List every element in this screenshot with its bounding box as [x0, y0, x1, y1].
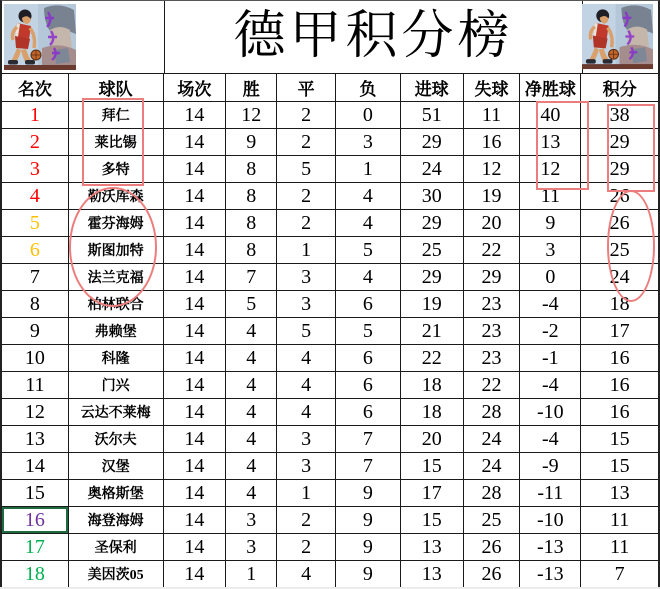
cell-goals-against[interactable]: 22	[464, 237, 521, 264]
cell-rank[interactable]: 6	[2, 237, 69, 264]
cell-won[interactable]: 3	[226, 534, 277, 561]
cell-rank[interactable]: 12	[2, 399, 69, 426]
table-row	[2, 102, 658, 129]
cell-won[interactable]: 4	[226, 318, 277, 345]
cell-won[interactable]: 1	[226, 561, 277, 588]
cell-points[interactable]: 38	[581, 102, 658, 129]
cell-lost[interactable]: 5	[336, 237, 401, 264]
cell-goals-against[interactable]: 24	[464, 453, 521, 480]
cell-won[interactable]: 4	[226, 399, 277, 426]
cell-goal-diff[interactable]: 13	[520, 129, 581, 156]
cell-points[interactable]: 26	[581, 183, 658, 210]
cell-team[interactable]: 美因茨05	[69, 561, 164, 588]
cell-goals-against[interactable]: 12	[464, 156, 521, 183]
cell-drawn[interactable]: 3	[277, 264, 336, 291]
cell-drawn[interactable]: 2	[277, 210, 336, 237]
cell-points[interactable]: 11	[581, 507, 658, 534]
cell-goals-against[interactable]: 28	[464, 480, 521, 507]
col-header-rank[interactable]: 名次	[2, 74, 69, 102]
cell-lost[interactable]: 6	[336, 399, 401, 426]
cell-played[interactable]: 14	[164, 399, 227, 426]
cell-rank[interactable]: 9	[2, 318, 69, 345]
cell-goal-diff[interactable]: -2	[520, 318, 581, 345]
cell-lost[interactable]: 9	[336, 561, 401, 588]
cell-goals-against[interactable]: 23	[464, 291, 521, 318]
cell-goals-against[interactable]: 24	[464, 426, 521, 453]
cell-points[interactable]: 18	[581, 291, 658, 318]
cell-points[interactable]: 25	[581, 237, 658, 264]
cell-drawn[interactable]: 2	[277, 102, 336, 129]
cell-lost[interactable]: 9	[336, 507, 401, 534]
cell-rank[interactable]: 18	[2, 561, 69, 588]
table-row	[2, 534, 658, 561]
cell-goal-diff[interactable]: -10	[520, 399, 581, 426]
cell-drawn[interactable]: 4	[277, 399, 336, 426]
cell-rank[interactable]: 8	[2, 291, 69, 318]
cell-rank[interactable]: 4	[2, 183, 69, 210]
cell-rank[interactable]: 7	[2, 264, 69, 291]
cell-goals-for[interactable]: 13	[401, 561, 464, 588]
col-header-played[interactable]: 场次	[164, 74, 227, 102]
cell-goals-against[interactable]: 28	[464, 399, 521, 426]
cell-goals-against[interactable]: 22	[464, 372, 521, 399]
table-row	[2, 210, 658, 237]
cell-goal-diff[interactable]: -11	[520, 480, 581, 507]
col-header-goals-against[interactable]: 失球	[464, 74, 521, 102]
cell-drawn[interactable]: 5	[277, 318, 336, 345]
cell-won[interactable]: 8	[226, 237, 277, 264]
cell-points[interactable]: 11	[581, 534, 658, 561]
cell-goal-diff[interactable]: 11	[520, 183, 581, 210]
cell-played[interactable]: 14	[164, 507, 227, 534]
cell-points[interactable]: 29	[581, 129, 658, 156]
table-row	[2, 507, 658, 534]
cell-team[interactable]: 奥格斯堡	[69, 480, 164, 507]
slam-dunk-player-image-left	[4, 4, 76, 70]
cell-drawn[interactable]: 3	[277, 291, 336, 318]
cell-goals-against[interactable]: 26	[464, 534, 521, 561]
cell-lost[interactable]: 6	[336, 372, 401, 399]
page-title: 德甲积分榜	[233, 8, 514, 65]
col-header-goal-diff[interactable]: 净胜球	[520, 74, 581, 102]
cell-won[interactable]: 4	[226, 426, 277, 453]
cell-goals-for[interactable]: 25	[401, 237, 464, 264]
cell-won[interactable]: 3	[226, 507, 277, 534]
table-row	[2, 453, 658, 480]
cell-goals-against[interactable]: 11	[464, 102, 521, 129]
cell-lost[interactable]: 7	[336, 453, 401, 480]
cell-team[interactable]: 法兰克福	[69, 264, 164, 291]
cell-points[interactable]: 24	[581, 264, 658, 291]
cell-team[interactable]: 海登海姆	[69, 507, 164, 534]
cell-drawn[interactable]: 3	[277, 426, 336, 453]
cell-goals-for[interactable]: 51	[401, 102, 464, 129]
cell-goal-diff[interactable]: -4	[520, 291, 581, 318]
cell-goal-diff[interactable]: 3	[520, 237, 581, 264]
table-row	[2, 291, 658, 318]
cell-played[interactable]: 14	[164, 237, 227, 264]
cell-lost[interactable]: 6	[336, 345, 401, 372]
cell-played[interactable]: 14	[164, 156, 227, 183]
table-row	[2, 318, 658, 345]
cell-team[interactable]: 柏林联合	[69, 291, 164, 318]
cell-won[interactable]: 4	[226, 480, 277, 507]
cell-won[interactable]: 4	[226, 372, 277, 399]
cell-points[interactable]: 15	[581, 426, 658, 453]
cell-lost[interactable]: 9	[336, 480, 401, 507]
cell-team[interactable]: 多特	[69, 156, 164, 183]
cell-rank[interactable]: 11	[2, 372, 69, 399]
cell-team[interactable]: 霍芬海姆	[69, 210, 164, 237]
cell-goals-for[interactable]: 18	[401, 399, 464, 426]
cell-won[interactable]: 8	[226, 210, 277, 237]
cell-goals-against[interactable]: 25	[464, 507, 521, 534]
cell-played[interactable]: 14	[164, 372, 227, 399]
cell-rank[interactable]: 1	[2, 102, 69, 129]
cell-drawn[interactable]: 4	[277, 345, 336, 372]
cell-played[interactable]: 14	[164, 291, 227, 318]
cell-lost[interactable]: 3	[336, 129, 401, 156]
cell-goals-for[interactable]: 17	[401, 480, 464, 507]
cell-won[interactable]: 9	[226, 129, 277, 156]
cell-team[interactable]: 沃尔夫	[69, 426, 164, 453]
table-row	[2, 372, 658, 399]
cell-team[interactable]: 拜仁	[69, 102, 164, 129]
cell-team[interactable]: 汉堡	[69, 453, 164, 480]
cell-lost[interactable]: 7	[336, 426, 401, 453]
cell-goal-diff[interactable]: 9	[520, 210, 581, 237]
cell-lost[interactable]: 9	[336, 534, 401, 561]
cell-won[interactable]: 4	[226, 453, 277, 480]
cell-won[interactable]: 8	[226, 156, 277, 183]
cell-played[interactable]: 14	[164, 264, 227, 291]
cell-lost[interactable]: 1	[336, 156, 401, 183]
cell-goals-for[interactable]: 15	[401, 453, 464, 480]
cell-goal-diff[interactable]: -9	[520, 453, 581, 480]
col-header-won[interactable]: 胜	[226, 74, 277, 102]
table-row	[2, 129, 658, 156]
cell-played[interactable]: 14	[164, 318, 227, 345]
cell-won[interactable]: 12	[226, 102, 277, 129]
cell-rank[interactable]: 17	[2, 534, 69, 561]
col-header-team[interactable]: 球队	[69, 74, 164, 102]
cell-lost[interactable]: 4	[336, 183, 401, 210]
cell-played[interactable]: 14	[164, 102, 227, 129]
cell-won[interactable]: 7	[226, 264, 277, 291]
cell-rank[interactable]: 16	[2, 507, 69, 534]
cell-points[interactable]: 26	[581, 210, 658, 237]
cell-team[interactable]: 科隆	[69, 345, 164, 372]
cell-won[interactable]: 4	[226, 345, 277, 372]
cell-drawn[interactable]: 5	[277, 156, 336, 183]
cell-goals-for[interactable]: 29	[401, 129, 464, 156]
cell-goals-for[interactable]: 15	[401, 507, 464, 534]
cell-drawn[interactable]: 2	[277, 129, 336, 156]
title-band-left-cell	[2, 1, 165, 73]
cell-team[interactable]: 莱比锡	[69, 129, 164, 156]
cell-played[interactable]: 14	[164, 480, 227, 507]
cell-rank[interactable]: 10	[2, 345, 69, 372]
cell-drawn[interactable]: 1	[277, 237, 336, 264]
cell-goals-for[interactable]: 20	[401, 426, 464, 453]
cell-drawn[interactable]: 2	[277, 534, 336, 561]
cell-points[interactable]: 15	[581, 453, 658, 480]
cell-played[interactable]: 14	[164, 129, 227, 156]
cell-team[interactable]: 勒沃库森	[69, 183, 164, 210]
cell-drawn[interactable]: 3	[277, 453, 336, 480]
cell-team[interactable]: 云达不莱梅	[69, 399, 164, 426]
cell-goal-diff[interactable]: -10	[520, 507, 581, 534]
cell-goals-against[interactable]: 20	[464, 210, 521, 237]
cell-goals-for[interactable]: 24	[401, 156, 464, 183]
cell-goal-diff[interactable]: 40	[520, 102, 581, 129]
cell-points[interactable]: 16	[581, 372, 658, 399]
cell-lost[interactable]: 4	[336, 210, 401, 237]
title-band-right-cell	[583, 1, 658, 73]
cell-team[interactable]: 门兴	[69, 372, 164, 399]
cell-goals-against[interactable]: 29	[464, 264, 521, 291]
slam-dunk-player-image-right	[582, 3, 653, 70]
col-header-goals-for[interactable]: 进球	[401, 74, 464, 102]
cell-goal-diff[interactable]: -1	[520, 345, 581, 372]
cell-rank[interactable]: 15	[2, 480, 69, 507]
cell-won[interactable]: 8	[226, 183, 277, 210]
table-row	[2, 399, 658, 426]
cell-rank[interactable]: 3	[2, 156, 69, 183]
cell-played[interactable]: 14	[164, 561, 227, 588]
cell-goals-against[interactable]: 16	[464, 129, 521, 156]
cell-goals-against[interactable]: 23	[464, 345, 521, 372]
table-row	[2, 345, 658, 372]
col-header-lost[interactable]: 负	[336, 74, 401, 102]
cell-played[interactable]: 14	[164, 210, 227, 237]
cell-lost[interactable]: 6	[336, 291, 401, 318]
table-row	[2, 264, 658, 291]
cell-drawn[interactable]: 4	[277, 372, 336, 399]
cell-team[interactable]: 弗赖堡	[69, 318, 164, 345]
cell-played[interactable]: 14	[164, 345, 227, 372]
cell-rank[interactable]: 2	[2, 129, 69, 156]
cell-points[interactable]: 16	[581, 345, 658, 372]
cell-points[interactable]: 16	[581, 399, 658, 426]
cell-rank[interactable]: 5	[2, 210, 69, 237]
table-header-row	[2, 74, 658, 102]
col-header-points[interactable]: 积分	[581, 74, 658, 102]
cell-lost[interactable]: 0	[336, 102, 401, 129]
table-row	[2, 561, 658, 588]
cell-goal-diff[interactable]: 12	[520, 156, 581, 183]
table-body	[2, 102, 658, 588]
cell-goal-diff[interactable]: -4	[520, 372, 581, 399]
table-row	[2, 426, 658, 453]
title-band-center-cell	[165, 1, 583, 73]
cell-drawn[interactable]: 2	[277, 507, 336, 534]
cell-played[interactable]: 14	[164, 534, 227, 561]
cell-rank[interactable]: 14	[2, 453, 69, 480]
cell-team[interactable]: 斯图加特	[69, 237, 164, 264]
cell-lost[interactable]: 5	[336, 318, 401, 345]
cell-goals-for[interactable]: 18	[401, 372, 464, 399]
cell-played[interactable]: 14	[164, 453, 227, 480]
cell-points[interactable]: 17	[581, 318, 658, 345]
table-row	[2, 156, 658, 183]
table-row	[2, 480, 658, 507]
cell-goals-against[interactable]: 23	[464, 318, 521, 345]
cell-goals-against[interactable]: 19	[464, 183, 521, 210]
cell-goal-diff[interactable]: -13	[520, 534, 581, 561]
cell-goals-for[interactable]: 29	[401, 210, 464, 237]
cell-played[interactable]: 14	[164, 426, 227, 453]
cell-goals-for[interactable]: 22	[401, 345, 464, 372]
cell-drawn[interactable]: 1	[277, 480, 336, 507]
cell-goals-for[interactable]: 30	[401, 183, 464, 210]
cell-goals-for[interactable]: 13	[401, 534, 464, 561]
cell-goals-for[interactable]: 21	[401, 318, 464, 345]
cell-drawn[interactable]: 4	[277, 561, 336, 588]
cell-goals-for[interactable]: 19	[401, 291, 464, 318]
cell-goal-diff[interactable]: -4	[520, 426, 581, 453]
cell-goal-diff[interactable]: -13	[520, 561, 581, 588]
cell-rank[interactable]: 13	[2, 426, 69, 453]
cell-goal-diff[interactable]: 0	[520, 264, 581, 291]
cell-drawn[interactable]: 2	[277, 183, 336, 210]
cell-won[interactable]: 5	[226, 291, 277, 318]
cell-lost[interactable]: 4	[336, 264, 401, 291]
cell-goals-against[interactable]: 26	[464, 561, 521, 588]
table-row	[2, 237, 658, 264]
cell-points[interactable]: 7	[581, 561, 658, 588]
cell-points[interactable]: 13	[581, 480, 658, 507]
col-header-drawn[interactable]: 平	[277, 74, 336, 102]
cell-goals-for[interactable]: 29	[401, 264, 464, 291]
table-row	[2, 183, 658, 210]
title-band	[2, 1, 658, 74]
cell-points[interactable]: 29	[581, 156, 658, 183]
cell-played[interactable]: 14	[164, 183, 227, 210]
floor-strip	[4, 65, 76, 70]
cell-team[interactable]: 圣保利	[69, 534, 164, 561]
